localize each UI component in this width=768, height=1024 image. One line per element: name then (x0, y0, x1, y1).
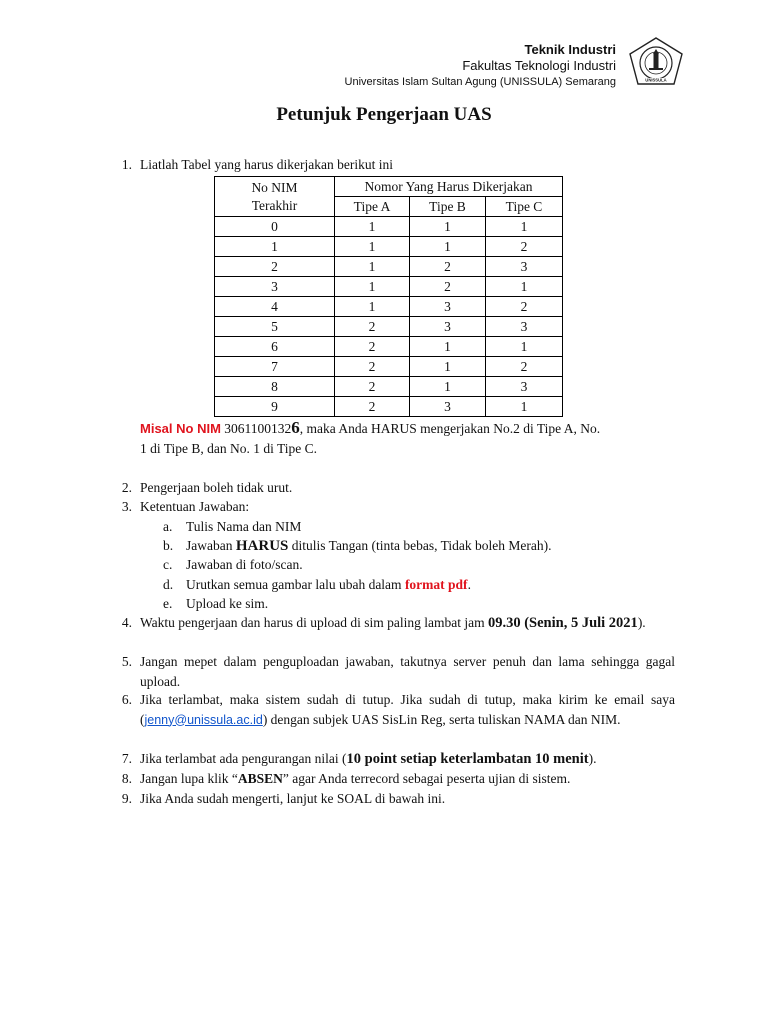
cell-nim: 8 (215, 377, 335, 397)
example-line2: 1 di Tipe B, dan No. 1 di Tipe C. (140, 440, 318, 456)
table-row (215, 337, 563, 357)
item-6-text (140, 690, 675, 730)
nim-assignment-table (214, 176, 563, 417)
cell-tipe-b: 1 (410, 357, 486, 377)
cell-tipe-b: 2 (410, 277, 486, 297)
department-name: Teknik Industri (524, 42, 616, 57)
sub-item-b-pre: Jawaban (186, 538, 236, 553)
sub-item-b-text (186, 536, 552, 557)
sub-item-b-post: ditulis Tangan (tinta bebas, Tidak boleh Merah). (288, 538, 552, 553)
item-7-text (140, 749, 675, 770)
cell-nim: 5 (215, 317, 335, 337)
item-9-number: 9. (121, 791, 132, 806)
item-7-pre: Jika terlambat ada pengurangan nilai ( (140, 751, 347, 766)
sub-item-e-letter: e. (163, 596, 173, 611)
item-1-text: Liatlah Tabel yang harus dikerjakan berikut ini (140, 157, 393, 172)
letterhead (345, 42, 616, 90)
item-4-post: ). (637, 615, 646, 630)
table-body (215, 217, 563, 417)
item-8-bold: ABSEN (237, 771, 283, 786)
cell-tipe-c: 3 (486, 317, 563, 337)
cell-tipe-c: 3 (486, 377, 563, 397)
cell-nim: 0 (215, 217, 335, 237)
cell-tipe-b: 2 (410, 257, 486, 277)
cell-tipe-a: 2 (335, 377, 410, 397)
cell-tipe-b: 1 (410, 237, 486, 257)
item-8-pre: Jangan lupa klik “ (140, 771, 238, 786)
header-nim-line1: No NIM (251, 179, 298, 195)
table-row (215, 257, 563, 277)
item-5-text: Jangan mepet dalam penguploadan jawaban, takutnya server penuh dan lama sehingga gagal upload. (140, 654, 675, 689)
item-2-number: 2. (121, 480, 132, 495)
university-name: Universitas Islam Sultan Agung (UNISSULA) Semarang (344, 76, 616, 88)
item-3-text: Ketentuan Jawaban: (140, 499, 250, 514)
cell-nim: 9 (215, 397, 335, 417)
email-link[interactable]: jenny@unissula.ac.id (144, 712, 263, 727)
cell-tipe-b: 3 (410, 397, 486, 417)
cell-tipe-c: 3 (486, 257, 563, 277)
sub-item-a-letter: a. (163, 519, 173, 534)
cell-tipe-c: 2 (486, 357, 563, 377)
sub-item-d-pre: Urutkan semua gambar lalu ubah dalam (186, 577, 405, 592)
sub-item-c-letter: c. (163, 557, 173, 572)
cell-tipe-c: 1 (486, 217, 563, 237)
item-7-bold: 10 point setiap keterlambatan 10 menit (346, 751, 589, 767)
item-6-post: ) dengan subjek UAS SisLin Reg, serta tuliskan NAMA dan NIM. (262, 711, 621, 727)
item-5-number: 5. (121, 654, 132, 669)
example-nim-last-digit: 6 (291, 418, 300, 437)
table-row (215, 297, 563, 317)
cell-nim: 6 (215, 337, 335, 357)
cell-tipe-a: 2 (335, 397, 410, 417)
item-8-text (140, 769, 675, 789)
header-tipe-b: Tipe B (410, 197, 486, 217)
sub-item-d-text (186, 575, 471, 595)
item-4-text (140, 613, 675, 634)
cell-nim: 3 (215, 277, 335, 297)
item-7-post: ). (588, 751, 597, 766)
item-3-number: 3. (121, 499, 132, 514)
cell-tipe-a: 2 (335, 337, 410, 357)
item-6-pre: Jika terlambat, maka sistem sudah di tutup. Jika sudah di tutup, maka kirim ke email saya ( (140, 692, 675, 727)
sub-item-d-red: format pdf (404, 577, 468, 592)
item-4-bold: 09.30 (Senin, 5 Juli 2021 (487, 615, 638, 631)
item-1-number: 1. (121, 157, 132, 172)
table-row (215, 317, 563, 337)
sub-item-e-text: Upload ke sim. (186, 596, 269, 611)
cell-tipe-a: 1 (335, 217, 410, 237)
cell-nim: 1 (215, 237, 335, 257)
table-row (215, 217, 563, 237)
sub-item-b-bold: HARUS (235, 538, 289, 554)
sub-item-d-post: . (467, 577, 471, 592)
cell-tipe-a: 1 (335, 237, 410, 257)
example-label: Misal No NIM (140, 421, 221, 436)
item-6-number: 6. (121, 692, 132, 707)
logo-text: UNISSULA (645, 77, 667, 83)
item-7-number: 7. (121, 751, 132, 766)
cell-tipe-b: 1 (410, 337, 486, 357)
cell-tipe-c: 1 (486, 337, 563, 357)
cell-nim: 7 (215, 357, 335, 377)
cell-tipe-c: 2 (486, 297, 563, 317)
header-tipe-a: Tipe A (335, 197, 410, 217)
cell-nim: 4 (215, 297, 335, 317)
sub-item-c-text: Jawaban di foto/scan. (186, 557, 303, 572)
cell-tipe-a: 1 (335, 257, 410, 277)
faculty-name: Fakultas Teknologi Industri (462, 58, 616, 73)
item-4-pre: Waktu pengerjaan dan harus di upload di sim paling lambat jam (140, 615, 488, 630)
sub-item-a-text: Tulis Nama dan NIM (186, 519, 302, 534)
table-row (215, 357, 563, 377)
header-tipe-c: Tipe C (486, 197, 563, 217)
cell-tipe-a: 2 (335, 317, 410, 337)
sub-item-b-letter: b. (163, 538, 174, 553)
table-row (215, 397, 563, 417)
header-group: Nomor Yang Harus Dikerjakan (335, 177, 563, 197)
table-row (215, 237, 563, 257)
example-paragraph (140, 418, 675, 458)
cell-tipe-a: 2 (335, 357, 410, 377)
table-row (215, 377, 563, 397)
cell-tipe-b: 1 (410, 217, 486, 237)
document-title: Petunjuk Pengerjaan UAS (276, 104, 492, 125)
cell-tipe-a: 1 (335, 277, 410, 297)
cell-tipe-c: 2 (486, 237, 563, 257)
cell-nim: 2 (215, 257, 335, 277)
item-2-text: Pengerjaan boleh tidak urut. (140, 480, 293, 495)
cell-tipe-c: 1 (486, 397, 563, 417)
example-line1: , maka Anda HARUS mengerjakan No.2 di Tipe A, No. (299, 421, 601, 436)
table-row (215, 277, 563, 297)
item-8-number: 8. (121, 771, 132, 786)
sub-item-d-letter: d. (163, 577, 174, 592)
cell-tipe-a: 1 (335, 297, 410, 317)
item-9-text: Jika Anda sudah mengerti, lanjut ke SOAL di bawah ini. (140, 791, 446, 806)
cell-tipe-b: 3 (410, 317, 486, 337)
cell-tipe-b: 3 (410, 297, 486, 317)
cell-tipe-b: 1 (410, 377, 486, 397)
cell-tipe-c: 1 (486, 277, 563, 297)
item-8-post: ” agar Anda terrecord sebagai peserta ujian di sistem. (282, 771, 571, 786)
example-nim-prefix: 3061100132 (224, 421, 292, 436)
university-seal-logo (628, 36, 684, 86)
example-nim (224, 418, 300, 437)
header-nim (215, 177, 335, 217)
item-4-number: 4. (121, 615, 132, 630)
header-nim-line2: Terakhir (251, 197, 298, 213)
